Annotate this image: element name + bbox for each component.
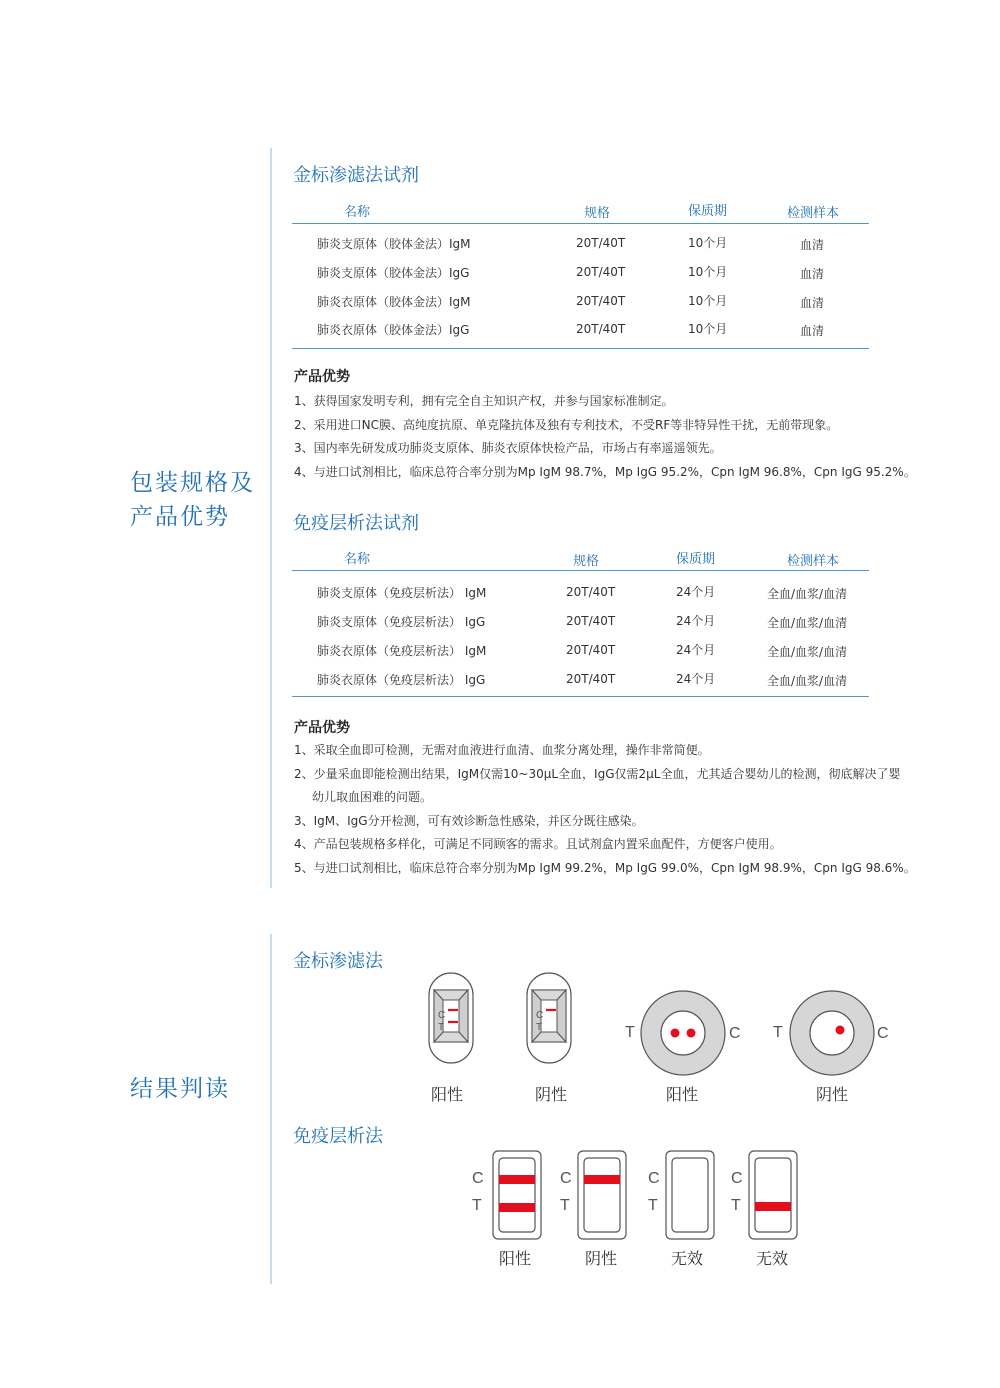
cell-spec: 20T/40T (576, 265, 626, 279)
letter-c: C (729, 1025, 741, 1042)
section2-label: 结果判读 (130, 1076, 230, 1102)
table-bottom-rule (292, 348, 869, 349)
letter-c: C (731, 1170, 743, 1187)
table-row (292, 293, 869, 321)
letter-t: T (536, 1022, 543, 1033)
col-name: 名称 (344, 205, 371, 220)
immuno-fig-label: 无效 (756, 1249, 789, 1268)
immuno-reagent-title: 免疫层析法试剂 (293, 513, 419, 534)
cell-shelf: 24个月 (676, 585, 716, 599)
immuno-spec-table (292, 546, 869, 698)
col-shelf-life: 保质期 (676, 552, 716, 567)
gold-method-title: 金标渗滤法 (293, 951, 383, 972)
cell-shelf: 24个月 (676, 643, 716, 657)
cell-sample: 血清 (800, 324, 825, 338)
section1-label (130, 466, 270, 534)
cell-shelf: 24个月 (676, 614, 716, 628)
letter-t: T (731, 1197, 741, 1214)
list-item: 5、与进口试剂相比，临床总符合率分别为Mp IgM 99.2%，Mp IgG 99.0%，Cpn IgM 98.9%，Cpn IgG 98.6%。 (294, 860, 916, 875)
letter-t: T (625, 1024, 635, 1041)
letter-c: C (438, 1010, 446, 1021)
col-sample: 检测样本 (787, 206, 840, 221)
cell-sample: 血清 (800, 267, 825, 281)
letter-c: C (560, 1170, 572, 1187)
list-item: 2、少量采血即能检测出结果，IgM仅需10~30μL全血，IgG仅需2μL全血，尤其适合婴幼儿的检测，彻底解决了婴幼儿取血困难的问题。 (294, 766, 901, 804)
cell-name: 肺炎支原体（胶体金法）IgM (317, 237, 471, 251)
table-row (292, 642, 869, 670)
table-bottom-rule (292, 696, 869, 697)
table-header (292, 546, 869, 571)
cell-sample: 全血/血浆/血清 (767, 645, 848, 659)
cell-sample: 全血/血浆/血清 (767, 674, 848, 688)
section2-divider (270, 934, 272, 1284)
cell-spec: 20T/40T (576, 294, 626, 308)
immuno-strip-invalid-t-only (748, 1150, 798, 1240)
cell-name: 肺炎衣原体（胶体金法）IgG (317, 323, 470, 337)
cell-name: 肺炎衣原体（免疫层析法） IgG (317, 673, 486, 687)
gold-fig-label: 阴性 (535, 1085, 568, 1104)
list-item: 1、采取全血即可检测，无需对血液进行血清、血浆分离处理，操作非常简便。 (294, 743, 710, 757)
cell-shelf: 10个月 (688, 265, 728, 279)
letter-c: C (536, 1010, 544, 1021)
table-row (292, 321, 869, 349)
table-row (292, 584, 869, 612)
letter-t: T (560, 1197, 570, 1214)
gold-disc-negative (789, 990, 875, 1076)
gold-fig-label: 阴性 (816, 1085, 849, 1104)
letter-c: C (648, 1170, 660, 1187)
cell-sample: 血清 (800, 296, 825, 310)
table-row (292, 671, 869, 699)
gold-disc-positive (640, 990, 726, 1076)
list-item: 4、与进口试剂相比，临床总符合率分别为Mp IgM 98.7%，Mp IgG 95.2%，Cpn IgM 96.8%，Cpn IgG 95.2%。 (294, 464, 916, 479)
list-item: 1、获得国家发明专利，拥有完全自主知识产权，并参与国家标准制定。 (294, 394, 674, 408)
immuno-advantages-title: 产品优势 (294, 720, 350, 736)
immuno-fig-label: 无效 (671, 1249, 704, 1268)
gold-advantages-list (294, 390, 916, 484)
cell-name: 肺炎支原体（胶体金法）IgG (317, 266, 470, 280)
col-name: 名称 (344, 552, 371, 567)
cell-name: 肺炎衣原体（胶体金法）IgM (317, 295, 471, 309)
cell-name: 肺炎衣原体（免疫层析法） IgM (317, 644, 487, 658)
gold-reagent-title: 金标渗滤法试剂 (293, 165, 419, 186)
cell-spec: 20T/40T (566, 643, 616, 657)
immuno-fig-label: 阴性 (585, 1249, 618, 1268)
immuno-fig-label: 阳性 (499, 1249, 532, 1268)
gold-cassette-negative (526, 972, 572, 1064)
section1-label-line2: 产品优势 (130, 504, 230, 530)
table-row (292, 235, 869, 263)
immuno-strip-invalid-empty (665, 1150, 715, 1240)
cell-spec: 20T/40T (576, 236, 626, 250)
letter-t: T (648, 1197, 658, 1214)
cell-spec: 20T/40T (576, 322, 626, 336)
letter-c: C (877, 1025, 889, 1042)
cell-sample: 全血/血浆/血清 (767, 616, 848, 630)
letter-c: C (472, 1170, 484, 1187)
immuno-strip-positive (492, 1150, 542, 1240)
immuno-method-title: 免疫层析法 (293, 1126, 383, 1147)
table-row (292, 264, 869, 292)
table-row (292, 613, 869, 641)
cell-shelf: 10个月 (688, 236, 728, 250)
col-sample: 检测样本 (787, 554, 840, 569)
list-item: 4、产品包装规格多样化，可满足不同顾客的需求。且试剂盒内置采血配件，方便客户使用。 (294, 837, 782, 851)
letter-t: T (438, 1022, 445, 1033)
cell-spec: 20T/40T (566, 614, 616, 628)
cell-sample: 全血/血浆/血清 (767, 587, 848, 601)
gold-spec-table (292, 199, 869, 349)
gold-fig-label: 阳性 (666, 1085, 699, 1104)
gold-fig-label: 阳性 (431, 1085, 464, 1104)
col-shelf-life: 保质期 (688, 204, 728, 219)
cell-spec: 20T/40T (566, 672, 616, 686)
col-spec: 规格 (584, 206, 611, 221)
gold-advantages-title: 产品优势 (294, 369, 350, 385)
cell-shelf: 24个月 (676, 672, 716, 686)
letter-t: T (472, 1197, 482, 1214)
immuno-advantages-list (294, 739, 916, 880)
list-item: 3、国内率先研发成功肺炎支原体、肺炎衣原体快检产品，市场占有率遥遥领先。 (294, 441, 722, 455)
col-spec: 规格 (573, 554, 600, 569)
cell-name: 肺炎支原体（免疫层析法） IgG (317, 615, 486, 629)
cell-shelf: 10个月 (688, 294, 728, 308)
list-item: 2、采用进口NC膜、高纯度抗原、单克隆抗体及独有专利技术，不受RF等非特异性干扰，无前带现象。 (294, 417, 839, 432)
list-item: 3、IgM、IgG分开检测，可有效诊断急性感染，并区分既往感染。 (294, 813, 644, 828)
cell-spec: 20T/40T (566, 585, 616, 599)
section1-label-line1: 包装规格及 (130, 470, 255, 496)
cell-sample: 血清 (800, 238, 825, 252)
cell-name: 肺炎支原体（免疫层析法） IgM (317, 586, 487, 600)
letter-t: T (773, 1024, 783, 1041)
cell-shelf: 10个月 (688, 322, 728, 336)
immuno-strip-negative (577, 1150, 627, 1240)
gold-cassette-positive (428, 972, 474, 1064)
section1-divider (270, 148, 272, 888)
table-header (292, 199, 869, 224)
